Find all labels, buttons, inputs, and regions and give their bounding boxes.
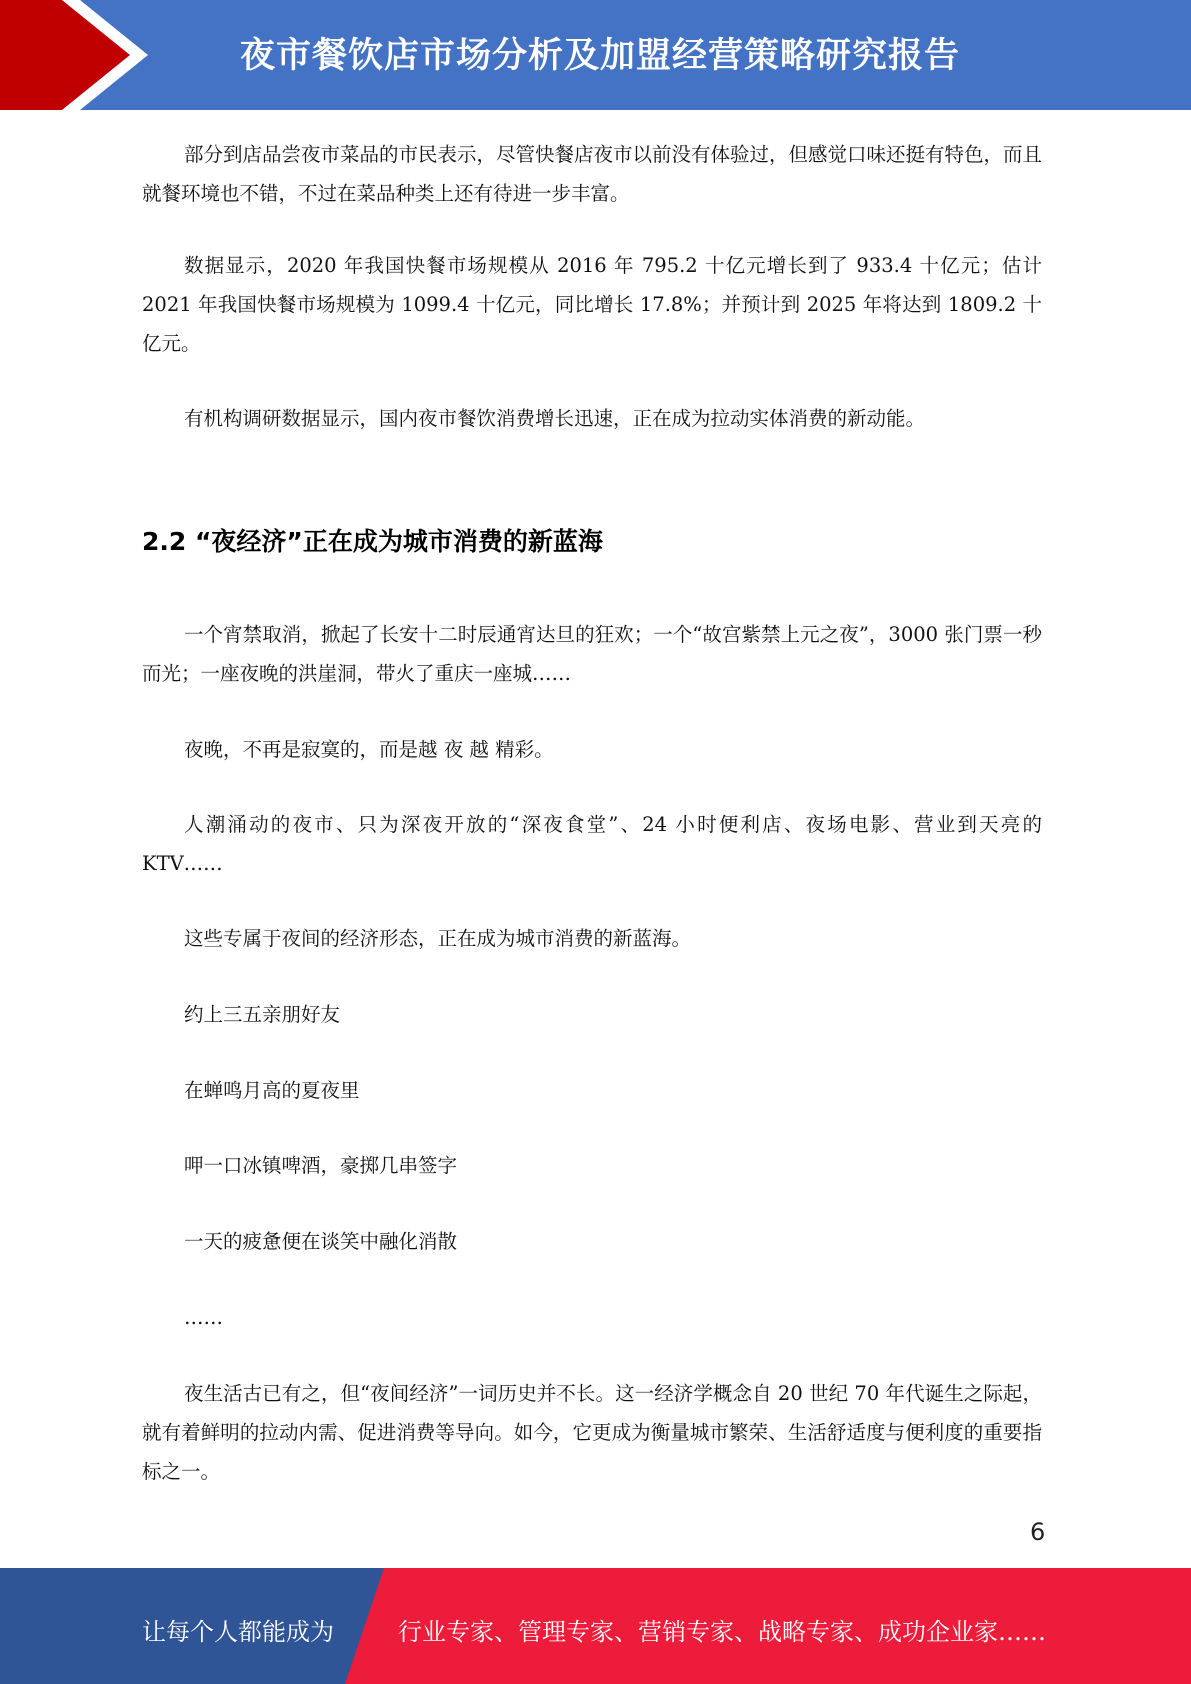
footer-slogan-left: 让每个人都能成为 bbox=[142, 1618, 334, 1646]
verse-line: 约上三五亲朋好友 bbox=[184, 1003, 341, 1026]
paragraph: 有机构调研数据显示，国内夜市餐饮消费增长迅速，正在成为拉动实体消费的新动能。 bbox=[184, 407, 926, 430]
paragraph: 部分到店品尝夜市菜品的市民表示，尽管快餐店夜市以前没有体验过，但感觉口味还挺有特色，而且就餐环境也不错，不过在菜品种类上还有待进一步丰富。 bbox=[142, 143, 1043, 205]
section-heading: 2.2 “夜经济”正在成为城市消费的新蓝海 bbox=[142, 527, 603, 556]
header-arrow-decoration bbox=[0, 0, 160, 110]
paragraph: 夜生活古已有之，但“夜间经济”一词历史并不长。这一经济学概念自 20 世纪 70 年代诞生之际起，就有着鲜明的拉动内需、促进消费等导向。如今，它更成为衡量城市繁荣、生活舒适度与便利度的重要指标之一。 bbox=[142, 1382, 1042, 1483]
footer-slogan-right: 行业专家、管理专家、营销专家、战略专家、成功企业家…… bbox=[398, 1618, 1046, 1646]
header-bar bbox=[0, 0, 1191, 110]
verse-line: 呷一口冰镇啤酒，豪掷几串签字 bbox=[184, 1154, 458, 1177]
page-number: 6 bbox=[1030, 1518, 1046, 1546]
paragraph: 一个宵禁取消，掀起了长安十二时辰通宵达旦的狂欢；一个“故宫紫禁上元之夜”，3000 张门票一秒而光；一座夜晚的洪崖洞，带火了重庆一座城…… bbox=[142, 623, 1042, 685]
ellipsis-line: …… bbox=[184, 1306, 223, 1329]
paragraph: 数据显示，2020 年我国快餐市场规模从 2016 年 795.2 十亿元增长到了 933.4 十亿元；估计 2021 年我国快餐市场规模为 1099.4 十亿元，同比增长 17.8%；并预计到 2025 年将达到 1809.2 十亿元。 bbox=[142, 254, 1042, 355]
verse-line: 一天的疲惫便在谈笑中融化消散 bbox=[184, 1230, 458, 1253]
paragraph: 人潮涌动的夜市、只为深夜开放的“深夜食堂”、24 小时便利店、夜场电影、营业到天亮的 KTV…… bbox=[142, 813, 1042, 875]
paragraph: 夜晚，不再是寂寞的，而是越 夜 越 精彩。 bbox=[184, 738, 554, 761]
report-title: 夜市餐饮店市场分析及加盟经营策略研究报告 bbox=[240, 36, 961, 76]
verse-line: 在蝉鸣月高的夏夜里 bbox=[184, 1079, 360, 1102]
footer-banner bbox=[0, 1568, 1191, 1684]
paragraph: 这些专属于夜间的经济形态，正在成为城市消费的新蓝海。 bbox=[184, 927, 692, 950]
